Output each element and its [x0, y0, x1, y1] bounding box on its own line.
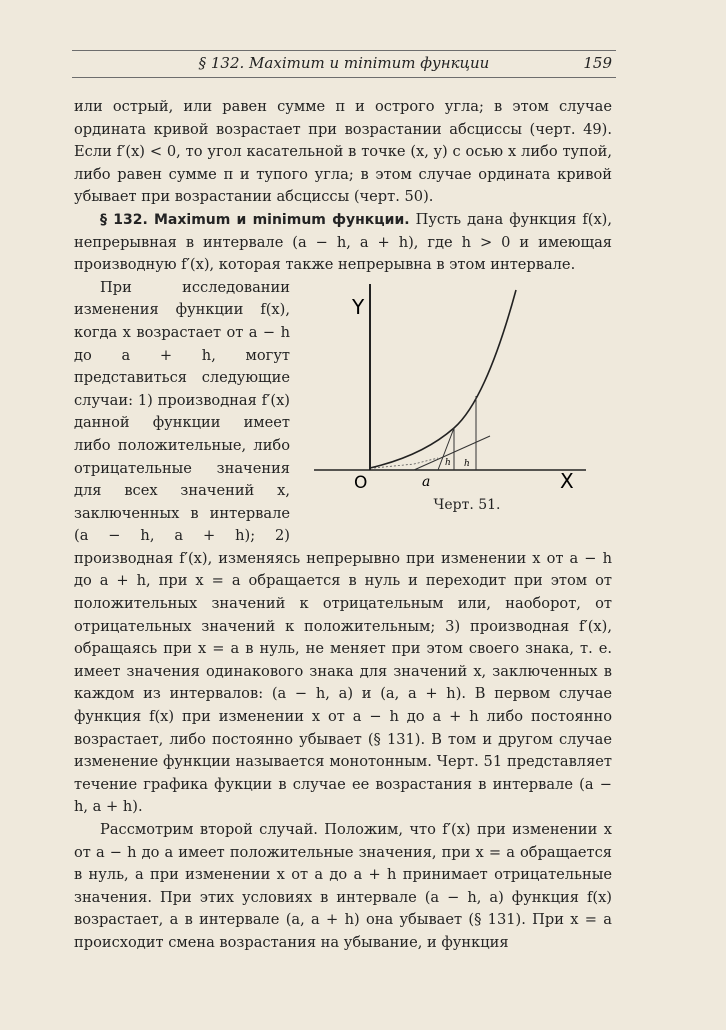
section-heading: § 132. Maximum и minimum функции. — [100, 211, 410, 228]
label-y: Y — [352, 294, 365, 319]
body-text — [74, 96, 612, 955]
label-origin: O — [354, 472, 368, 493]
paragraph-1: или острый, или равен сумме π и острого угла; в этом случае ордината кривой возрастает при возрастании абсциссы (черт. 49). Если f′(x) < 0, то угол касательной в точке (x, y) с осью x либо тупой, либо равен сумме π и тупого угла; в этом случае ордината кривой убывает при возрастании абсциссы (черт. 50). — [74, 98, 612, 206]
paragraph-3 — [74, 277, 612, 819]
header-title: § 132. Maximum и minimum функции — [198, 54, 490, 72]
label-h-left: h — [445, 457, 451, 468]
paragraph-3-text: При исследовании изменения функции f(x), когда x возрастает от a − h до a + h, могут представиться следующие случаи: 1) производная f′(x) данной функции имеет либо положительные, либо отрицательные значения для всех значений x, заключенных в интервале (a − h, a + h); 2) производная f′(x), изменяясь непрерывно при изменении x от a − h до a + h, при x = a обращается в нуль и переходит при этом от положительных значений к отрицательным или, наоборот, от отрицательных значений к положительным; 3) производная f′(x), обращаясь при x = a в нуль, не меняет при этом своего знака, т. е. имеет значения одинакового знака для значений x, заключенных в каждом из интервалов: (a − h, a) и (a, a + h). В первом случае функция f(x) при изменении x от a − h до a + h либо постоянно возрастает, либо постоянно убывает (§ 131). В том и другом случае изменение функции называется монотонным. Черт. 51 представляет течение графика фукции в случае ее возрастания в интервале (a − h, a + h). — [74, 278, 612, 816]
tangent-line — [414, 436, 490, 470]
paragraph-2-body: Пусть дана функция f(x), непрерывная в интервале (a − h, a + h), где h > 0 и имеющая производную f′(x), которая также непрерывна в этом интервале. — [74, 210, 613, 274]
graph-svg — [304, 278, 612, 494]
function-curve — [370, 290, 516, 468]
figure-caption: Черт. 51. — [433, 496, 501, 513]
paragraph-2 — [74, 209, 612, 277]
page-number: 159 — [583, 54, 612, 72]
figure-51 — [304, 278, 612, 524]
paragraph-4: Рассмотрим второй случай. Положим, что f′(x) при изменении x от a − h до a имеет положительные значения, при x = a обращается в нуль, а при изменении x от a до a + h принимает отрицательные значения. При этих условиях в интервале (a − h, a) функция f(x) возрастает, а в интервале (a, a + h) она убывает (§ 131). При x = a происходит смена возрастания на убывание, и функция — [74, 821, 612, 951]
label-h-right: h — [464, 458, 470, 469]
dotted-arc — [374, 458, 438, 468]
running-header — [72, 50, 616, 78]
label-x: X — [560, 468, 574, 493]
label-a: a — [422, 473, 431, 490]
